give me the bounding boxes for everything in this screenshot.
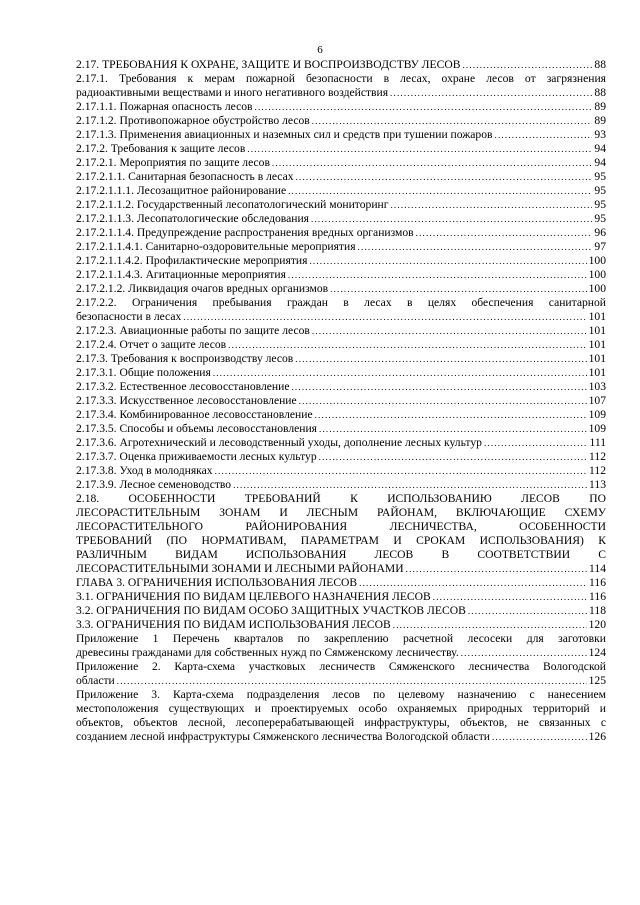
toc-entry[interactable]: [76, 338, 606, 352]
toc-entry-title: 2.17.2.1.1.4.3. Агитационные мероприятия: [76, 268, 286, 281]
toc-entry-title: 2.17.2.1.1.1. Лесозащитное районирование: [76, 184, 287, 197]
dot-leader: [309, 254, 586, 268]
toc-entry-page: 112: [589, 464, 606, 477]
toc-entry[interactable]: [76, 590, 606, 604]
toc-entry[interactable]: [76, 366, 606, 380]
toc-entry-title: 2.17.2.1.1. Санитарная безопасность в лесах: [76, 170, 294, 183]
dot-leader: [393, 618, 587, 632]
toc-entry-title-line: Приложение 3. Карта-схема подразделения лесов по целевому назначению с нанесением: [76, 688, 606, 701]
toc-entry-page: 101: [588, 366, 606, 379]
toc-entry-title-line: местоположения существующих и проектируемых особо охраняемых природных территорий и: [76, 702, 606, 715]
toc-entry-page: 124: [588, 646, 606, 659]
toc-entry-page: 95: [594, 198, 606, 211]
toc-entry-title: 2.17.2.3. Авиационные работы по защите лесов: [76, 324, 310, 337]
toc-entry-page: 96: [594, 226, 606, 239]
toc-entry-title: 2.17.1.2. Противопожарное обустройство лесов: [76, 114, 310, 127]
toc-entry[interactable]: [76, 688, 606, 744]
dot-leader: [117, 674, 587, 688]
toc-entry-page: 125: [588, 674, 606, 687]
toc-entry-title: 2.17.3.8. Уход в молодняках: [76, 464, 213, 477]
toc-entry-title: 2.17.3.6. Агротехнический и лесоводственный уходы, дополнение лесных культур: [76, 436, 482, 449]
dot-leader: [295, 352, 586, 366]
toc-entry-title: 2.17.2.1.1.4.1. Санитарно-оздоровительные мероприятия: [76, 240, 356, 253]
toc-entry-page: 113: [589, 478, 606, 491]
toc-entry-title: 2.17.3.7. Оценка приживаемости лесных культур: [76, 450, 317, 463]
toc-entry-page: 112: [589, 450, 606, 463]
toc-entry[interactable]: [76, 156, 606, 170]
toc-entry-title-line: ЛЕСОРАСТИТЕЛЬНЫМ ЗОНАМ И ЛЕСНЫМ РАЙОНАМ, ВКЛЮЧАЮЩИЕ СХЕМУ: [76, 506, 606, 519]
toc-entry-title: 2.17.2.1.2. Ликвидация очагов вредных организмов: [76, 282, 329, 295]
toc-entry-title: 2.17.2. Требования к защите лесов: [76, 142, 246, 155]
dot-leader: [461, 646, 587, 660]
toc-entry[interactable]: [76, 492, 606, 576]
toc-entry-title-line: Приложение 2. Карта-схема участковых лесничеств Сямженского лесничества Вологодской: [76, 660, 606, 673]
toc-entry[interactable]: [76, 478, 606, 492]
toc-entry[interactable]: [76, 254, 606, 268]
dot-leader: [288, 268, 587, 282]
dot-leader: [255, 100, 593, 114]
toc-entry-title: 2.17.2.1.1.2. Государственный лесопатологический мониторинг: [76, 198, 389, 211]
toc-entry[interactable]: [76, 268, 606, 282]
dot-leader: [462, 58, 592, 72]
dot-leader: [406, 562, 587, 576]
toc-entry-title: 2.17.2.1.1.4. Предупреждение распространения вредных организмов: [76, 226, 414, 239]
dot-leader: [299, 394, 587, 408]
toc-entry-title: 3.2. ОГРАНИЧЕНИЯ ПО ВИДАМ ОСОБО ЗАЩИТНЫХ УЧАСТКОВ ЛЕСОВ: [76, 604, 466, 617]
toc-entry[interactable]: [76, 660, 606, 688]
toc-entry[interactable]: [76, 632, 606, 660]
toc-entry-title: 2.17. ТРЕБОВАНИЯ К ОХРАНЕ, ЗАЩИТЕ И ВОСПРОИЗВОДСТВУ ЛЕСОВ: [76, 58, 461, 71]
toc-entry[interactable]: [76, 212, 606, 226]
toc-entry-page: 95: [594, 212, 606, 225]
dot-leader: [416, 226, 593, 240]
toc-entry-page: 109: [588, 422, 606, 435]
toc-entry-title: 2.17.2.1.1.3. Лесопатологические обследования: [76, 212, 309, 225]
toc-entry-page: 88: [594, 58, 606, 71]
dot-leader: [484, 436, 588, 450]
toc-entry[interactable]: [76, 170, 606, 184]
dot-leader: [247, 142, 592, 156]
toc-entry-title-line: 2.18. ОСОБЕННОСТИ ТРЕБОВАНИЙ К ИСПОЛЬЗОВАНИЮ ЛЕСОВ ПО: [76, 492, 606, 505]
toc-entry-title-line: радиоактивными веществами и иного негативного воздействия: [76, 86, 389, 99]
toc-entry[interactable]: [76, 240, 606, 254]
toc-entry-title: 2.17.3.2. Естественное лесовосстановление: [76, 380, 290, 393]
dot-leader: [183, 310, 586, 324]
toc-entry[interactable]: [76, 604, 606, 618]
toc-entry-page: 118: [589, 604, 606, 617]
toc-entry-title: 2.17.3.9. Лесное семеноводство: [76, 478, 232, 491]
toc-entry-page: 101: [588, 324, 606, 337]
toc-entry-title-line: созданием лесной инфраструктуры Сямженского лесничества Вологодской области: [76, 730, 490, 743]
toc-entry-page: 94: [594, 142, 606, 155]
dot-leader: [291, 380, 586, 394]
toc-entry-page: 120: [588, 618, 606, 631]
toc-entry-title-line: ТРЕБОВАНИЙ (ПО НОРМАТИВАМ, ПАРАМЕТРАМ И СРОКАМ ИСПОЛЬЗОВАНИЯ) К: [76, 534, 606, 547]
page-number: 6: [317, 44, 323, 56]
dot-leader: [215, 464, 587, 478]
toc-entry[interactable]: [76, 296, 606, 324]
toc-entry-page: 101: [588, 338, 606, 351]
toc-entry[interactable]: [76, 100, 606, 114]
toc-entry-title: ГЛАВА 3. ОГРАНИЧЕНИЯ ИСПОЛЬЗОВАНИЯ ЛЕСОВ: [76, 576, 358, 589]
toc-entry-page: 100: [588, 282, 606, 295]
toc-entry-page: 103: [588, 380, 606, 393]
toc-entry-title: 2.17.3.4. Комбинированное лесовосстановление: [76, 408, 313, 421]
dot-leader: [311, 212, 592, 226]
toc-entry-page: 94: [594, 156, 606, 169]
toc-entry-title-line: ЛЕСОРАСТИТЕЛЬНЫМИ ЗОНАМИ И ЛЕСНЫМИ РАЙОНАМИ: [76, 562, 404, 575]
dot-leader: [433, 590, 587, 604]
toc-entry-page: 95: [594, 184, 606, 197]
toc-entry-page: 89: [594, 114, 606, 127]
dot-leader: [492, 730, 587, 744]
toc-entry-page: 97: [594, 240, 606, 253]
toc-entry-title-line: безопасности в лесах: [76, 310, 182, 323]
table-of-contents: [76, 58, 606, 744]
dot-leader: [495, 128, 593, 142]
toc-entry-page: 109: [588, 408, 606, 421]
dot-leader: [296, 170, 593, 184]
toc-entry-title-line: ЛЕСОРАСТИТЕЛЬНОГО РАЙОНИРОВАНИЯ ЛЕСНИЧЕСТВА, ОСОБЕННОСТИ: [76, 520, 606, 533]
toc-entry[interactable]: [76, 618, 606, 632]
dot-leader: [228, 338, 586, 352]
toc-entry-title-line: Приложение 1 Перечень кварталов по закреплению расчетной лесосеки для заготовки: [76, 632, 606, 645]
toc-entry[interactable]: [76, 142, 606, 156]
dot-leader: [233, 478, 587, 492]
dot-leader: [359, 576, 587, 590]
toc-entry-page: 101: [588, 310, 606, 323]
dot-leader: [213, 366, 587, 380]
toc-entry-title: 2.17.2.4. Отчет о защите лесов: [76, 338, 227, 351]
toc-entry-page: 93: [594, 128, 606, 141]
toc-entry[interactable]: [76, 422, 606, 436]
toc-entry-title-line: 2.17.2.2. Ограничения пребывания граждан в лесах в целях обеспечения санитарной: [76, 296, 606, 309]
dot-leader: [468, 604, 587, 618]
toc-entry[interactable]: [76, 394, 606, 408]
toc-entry-page: 89: [594, 100, 606, 113]
toc-entry[interactable]: [76, 436, 606, 450]
toc-entry[interactable]: [76, 324, 606, 338]
toc-entry-page: 116: [589, 590, 606, 603]
toc-entry[interactable]: [76, 58, 606, 72]
toc-entry-title: 2.17.3. Требования к воспроизводству лесов: [76, 352, 294, 365]
dot-leader: [319, 422, 587, 436]
toc-entry[interactable]: [76, 226, 606, 240]
toc-entry[interactable]: [76, 464, 606, 478]
dot-leader: [390, 86, 592, 100]
dot-leader: [390, 198, 592, 212]
toc-entry-title: 2.17.2.1. Мероприятия по защите лесов: [76, 156, 270, 169]
toc-entry-page: 100: [588, 268, 606, 281]
toc-entry-page: 107: [588, 394, 606, 407]
toc-entry-page: 95: [594, 170, 606, 183]
toc-entry[interactable]: [76, 184, 606, 198]
toc-entry-title-line: 2.17.1. Требования к мерам пожарной безопасности в лесах, охране лесов от загрязнения: [76, 72, 606, 85]
toc-entry-page: 111: [589, 436, 606, 449]
toc-entry[interactable]: [76, 352, 606, 366]
toc-entry[interactable]: [76, 72, 606, 100]
toc-entry-title: 2.17.3.1. Общие положения: [76, 366, 211, 379]
toc-entry-title: 2.17.1.3. Применения авиационных и наземных сил и средств при тушении пожаров: [76, 128, 493, 141]
toc-entry-page: 101: [588, 352, 606, 365]
toc-entry[interactable]: [76, 198, 606, 212]
toc-entry-title-line: объектов, объектов лесной, лесоперерабатывающей инфраструктуры, объектов, не связанных с: [76, 716, 606, 729]
dot-leader: [312, 324, 587, 338]
toc-entry[interactable]: [76, 380, 606, 394]
dot-leader: [272, 156, 592, 170]
toc-entry[interactable]: [76, 114, 606, 128]
toc-entry-page: 100: [588, 254, 606, 267]
toc-entry[interactable]: [76, 576, 606, 590]
toc-entry-title: 3.3. ОГРАНИЧЕНИЯ ПО ВИДАМ ИСПОЛЬЗОВАНИЯ ЛЕСОВ: [76, 618, 391, 631]
toc-entry-title: 2.17.3.5. Способы и объемы лесовосстановления: [76, 422, 317, 435]
toc-entry-title: 2.17.1.1. Пожарная опасность лесов: [76, 100, 253, 113]
dot-leader: [330, 282, 586, 296]
toc-entry[interactable]: [76, 282, 606, 296]
dot-leader: [288, 184, 592, 198]
toc-entry-title: 2.17.3.3. Искусственное лесовосстановление: [76, 394, 297, 407]
toc-entry-page: 88: [594, 86, 606, 99]
dot-leader: [358, 240, 593, 254]
toc-entry[interactable]: [76, 128, 606, 142]
toc-entry-title-line: РАЗЛИЧНЫМ ВИДАМ ИСПОЛЬЗОВАНИЯ ЛЕСОВ В СООТВЕТСТВИИ С: [76, 548, 606, 561]
toc-entry-page: 114: [589, 562, 606, 575]
toc-entry-page: 116: [589, 576, 606, 589]
toc-entry-page: 126: [588, 730, 606, 743]
toc-entry-title-line: области: [76, 674, 115, 687]
toc-entry-title-line: древесины гражданами для собственных нужд по Сямженскому лесничеству.: [76, 646, 459, 659]
toc-entry[interactable]: [76, 450, 606, 464]
toc-entry[interactable]: [76, 408, 606, 422]
dot-leader: [312, 114, 593, 128]
toc-entry-title: 3.1. ОГРАНИЧЕНИЯ ПО ВИДАМ ЦЕЛЕВОГО НАЗНАЧЕНИЯ ЛЕСОВ: [76, 590, 431, 603]
toc-entry-title: 2.17.2.1.1.4.2. Профилактические мероприятия: [76, 254, 308, 267]
dot-leader: [315, 408, 587, 422]
dot-leader: [319, 450, 587, 464]
